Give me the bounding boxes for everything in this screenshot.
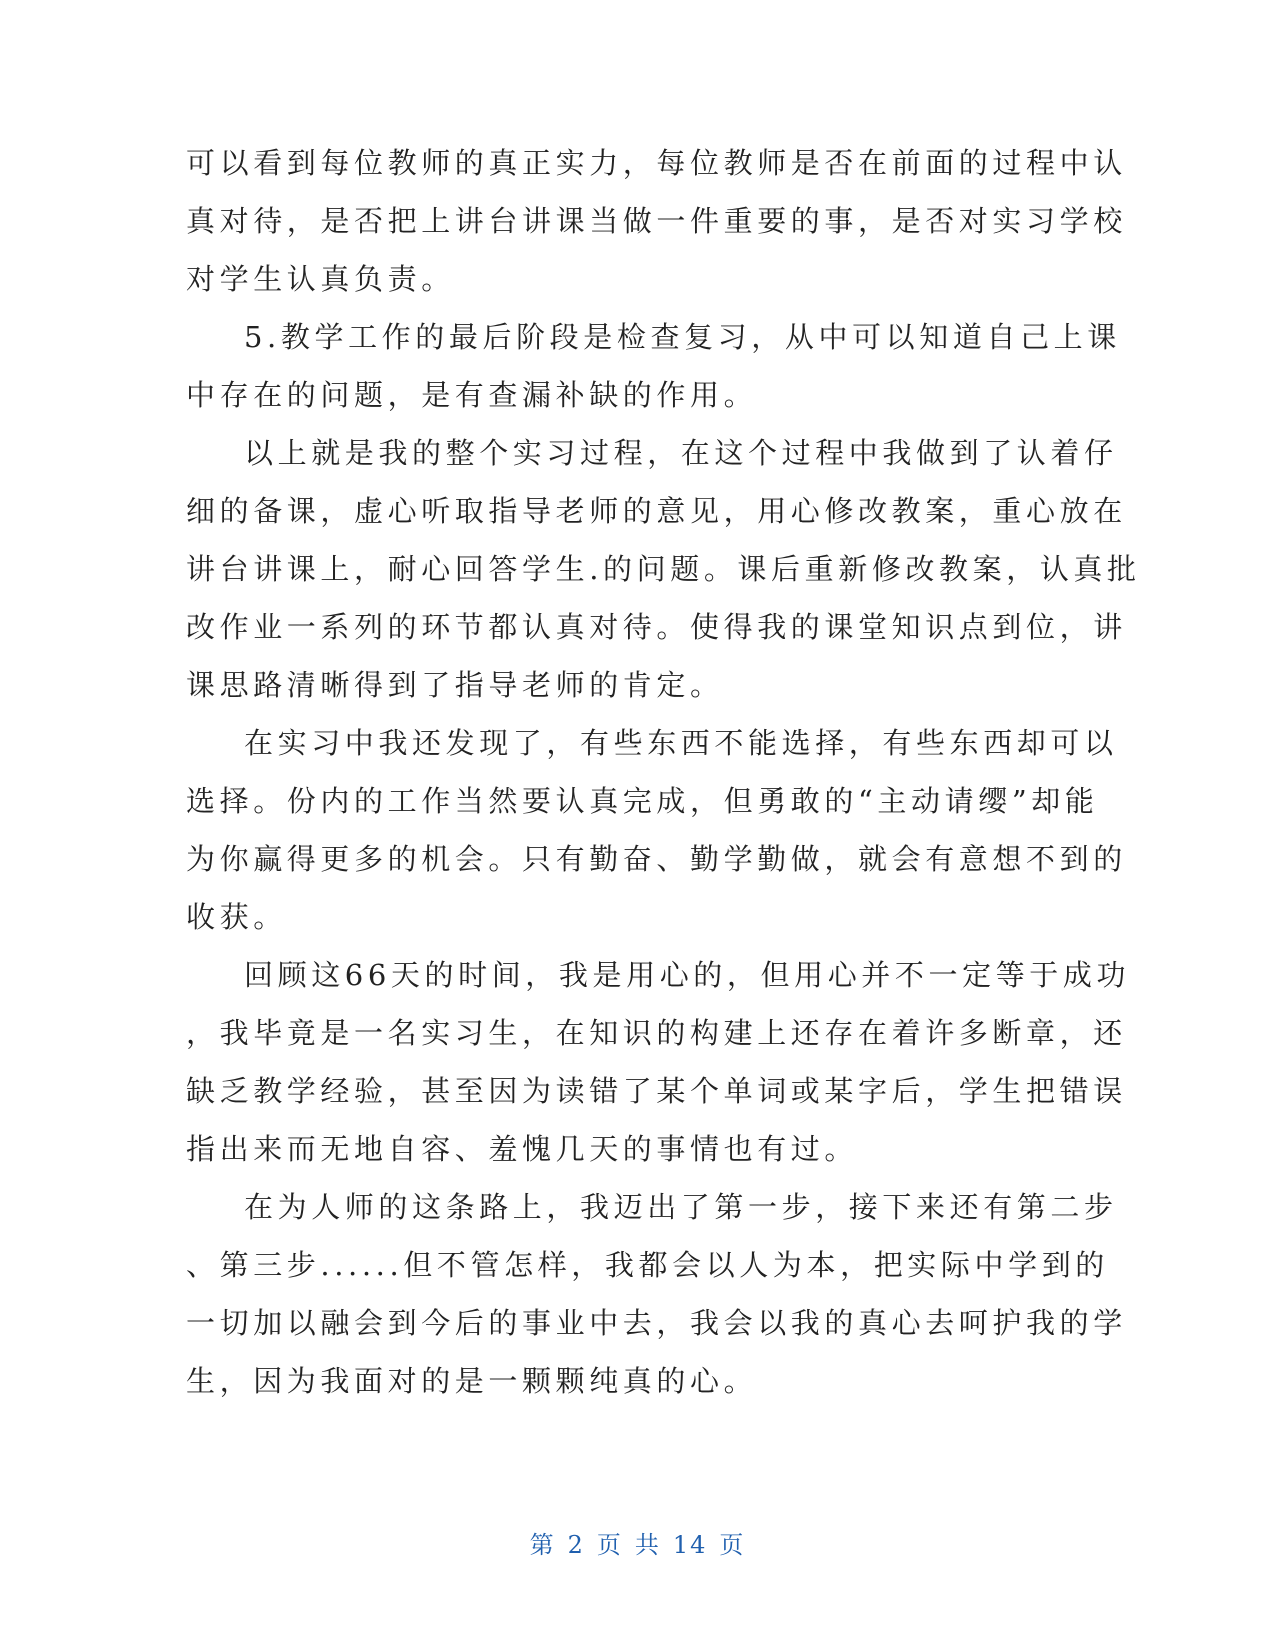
total-pages: 14 <box>672 1531 708 1559</box>
text-line: 在为人师的这条路上，我迈出了第一步，接下来还有第二步 <box>244 1190 1118 1224</box>
page-label-suffix: 页 <box>719 1531 746 1559</box>
text-line: 真对待，是否把上讲台讲课当做一件重要的事，是否对实习学校 <box>186 204 1127 238</box>
text-line: 指出来而无地自容、羞愧几天的事情也有过。 <box>186 1132 859 1166</box>
text-line: 生，因为我面对的是一颗颗纯真的心。 <box>186 1364 758 1398</box>
page-number: 2 <box>567 1531 585 1559</box>
page-footer <box>0 1530 1275 1560</box>
text-line: 、第三步......但不管怎样，我都会以人为本，把实际中学到的 <box>186 1248 1109 1282</box>
page-label-mid: 页 <box>596 1531 623 1559</box>
text-line: ，我毕竟是一名实习生，在知识的构建上还存在着许多断章，还 <box>186 1016 1127 1050</box>
text-line: 对学生认真负责。 <box>186 262 455 296</box>
text-line: 以上就是我的整个实习过程，在这个过程中我做到了认着仔 <box>244 436 1118 470</box>
text-line: 课思路清晰得到了指导老师的肯定。 <box>186 668 724 702</box>
text-line: 改作业一系列的环节都认真对待。使得我的课堂知识点到位，讲 <box>186 610 1127 644</box>
text-line: 在实习中我还发现了，有些东西不能选择，有些东西却可以 <box>244 726 1118 760</box>
text-line: 选择。份内的工作当然要认真完成，但勇敢的“主动请缨”却能 <box>186 784 1099 818</box>
text-line: 可以看到每位教师的真正实力，每位教师是否在前面的过程中认 <box>186 146 1127 180</box>
text-line: 缺乏教学经验，甚至因为读错了某个单词或某字后，学生把错误 <box>186 1074 1127 1108</box>
text-line: 中存在的问题，是有查漏补缺的作用。 <box>186 378 758 412</box>
text-line: 为你赢得更多的机会。只有勤奋、勤学勤做，就会有意想不到的 <box>186 842 1127 876</box>
page-label-prefix: 第 <box>529 1531 556 1559</box>
total-label: 共 <box>634 1531 661 1559</box>
text-line: 细的备课，虚心听取指导老师的意见，用心修改教案，重心放在 <box>186 494 1127 528</box>
text-line: 一切加以融会到今后的事业中去，我会以我的真心去呵护我的学 <box>186 1306 1127 1340</box>
text-line: 5.教学工作的最后阶段是检查复习，从中可以知道自己上课 <box>244 320 1121 354</box>
text-line: 讲台讲课上，耐心回答学生.的问题。课后重新修改教案，认真批 <box>186 552 1141 586</box>
text-line: 收获。 <box>186 900 287 934</box>
text-line: 回顾这66天的时间，我是用心的，但用心并不一定等于成功 <box>244 958 1131 992</box>
